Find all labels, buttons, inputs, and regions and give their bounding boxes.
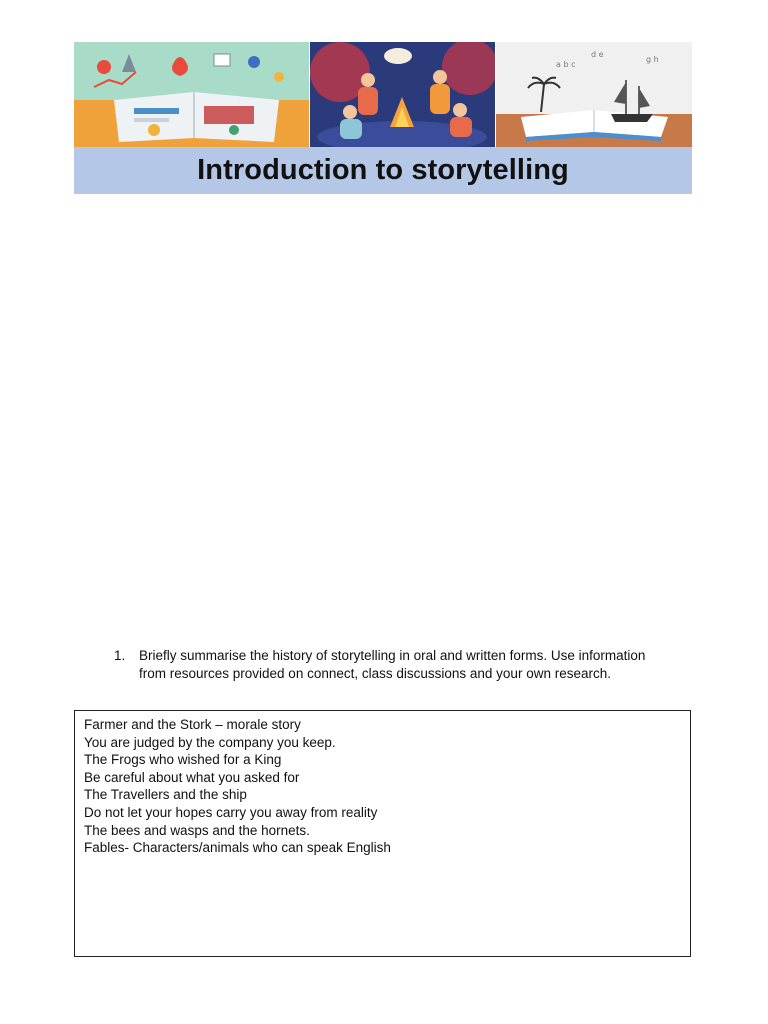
answer-line: Farmer and the Stork – morale story: [84, 717, 301, 732]
svg-text:g h: g h: [646, 55, 659, 64]
answer-line: Do not let your hopes carry you away from reality: [84, 804, 378, 820]
answer-line: The Travellers and the ship: [84, 787, 247, 803]
answer-box[interactable]: [74, 710, 691, 957]
answer-line: Be careful about what you asked for: [84, 769, 300, 785]
question-number: 1.: [114, 648, 126, 663]
answer-line: You are judged by the company you keep.: [84, 734, 336, 750]
open-book-infographic-image: [74, 42, 309, 147]
answer-line: The Frogs who wished for a King: [84, 752, 282, 768]
svg-text:a b c: a b c: [556, 60, 576, 69]
open-book-island-ship-image: [496, 42, 692, 147]
answer-line: Fables- Characters/animals who can speak English: [84, 840, 391, 856]
title-bar: [74, 147, 692, 194]
svg-text:d e: d e: [591, 50, 604, 59]
question-text: Briefly summarise the history of storytelling in oral and written forms. Use information from resources provided on connect, class discussions and your own research.: [139, 648, 646, 681]
header-banner: [74, 42, 692, 194]
question-1: [114, 647, 654, 682]
page-title: Introduction to storytelling: [197, 154, 569, 186]
answer-line: The bees and wasps and the hornets.: [84, 822, 310, 838]
campfire-storytelling-image: [310, 42, 495, 147]
